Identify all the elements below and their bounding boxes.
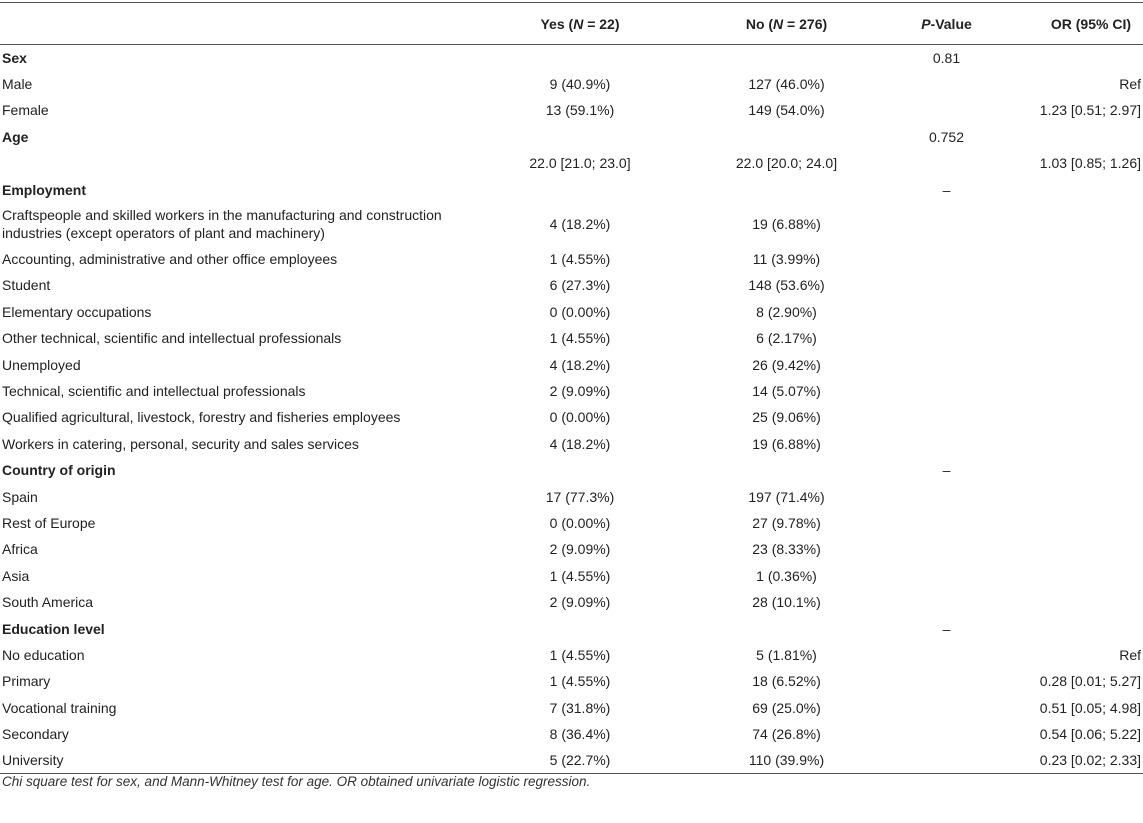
row-label: Accounting, administrative and other office employees [2,251,338,268]
cell-no: 22.0 [20.0; 24.0] [735,155,838,172]
cell-no: 1 (0.36%) [756,567,817,584]
table-row [0,642,1143,668]
cell-p-value [883,589,1010,615]
table-row [0,404,1143,430]
cell-p-value [883,721,1010,747]
cell-no: 69 (25.0%) [752,699,821,716]
cell-or: Ref [1119,646,1141,663]
cell-yes: 13 (59.1%) [545,102,615,119]
cell-no: 19 (6.88%) [752,435,821,452]
header-no-n: N [773,15,784,32]
row-label [0,150,470,176]
cell-or [1010,246,1143,272]
header-p-value [883,3,1010,45]
cell-yes: 5 (22.7%) [470,747,690,773]
data-table [0,2,1143,774]
cell-no: 197 (71.4%) [748,488,825,505]
cell-yes: 2 (9.09%) [549,382,611,399]
table-row [0,246,1143,272]
cell-yes: 8 (36.4%) [549,726,611,743]
cell-p-value [883,246,1010,272]
cell-or: Ref [1119,76,1141,93]
cell-or [1010,536,1143,562]
cell-no: 18 (6.52%) [752,673,821,690]
cell-p-value [883,325,1010,351]
cell-or [1010,457,1143,483]
cell-yes: 4 (18.2%) [549,216,611,233]
cell-p-value [883,668,1010,694]
table-footnote: Chi square test for sex, and Mann-Whitney test for age. OR obtained univariate logistic regression. [2,774,591,789]
cell-yes: 7 (31.8%) [549,699,611,716]
cell-p-value [883,71,1010,97]
cell-yes: 2 (9.09%) [549,541,611,558]
cell-or [1010,589,1143,615]
cell-or [1010,483,1143,509]
cell-yes: 17 (77.3%) [545,488,615,505]
cell-no: 25 (9.06%) [752,409,821,426]
table-row [0,483,1143,509]
row-label: Secondary [2,726,69,743]
cell-p-value [883,378,1010,404]
cell-p-value [883,351,1010,377]
header-no [690,3,883,45]
cell-or [1010,510,1143,536]
row-label: Craftspeople and skilled workers in the manufacturing and construction industries (except operators of plant and machinery) [2,207,442,242]
row-label: No education [2,646,85,663]
cell-or [1010,272,1143,298]
cell-p-value [883,510,1010,536]
row-label: Country of origin [2,462,116,479]
category-row [0,615,1143,641]
cell-no: 14 (5.07%) [752,382,821,399]
cell-p-value: – [942,181,951,198]
cell-yes [470,176,690,202]
cell-or [1010,378,1143,404]
cell-p-value [883,747,1010,773]
category-row [0,176,1143,202]
row-label: Elementary occupations [2,303,152,320]
cell-no: 127 (46.0%) [748,76,825,93]
cell-p-value [883,536,1010,562]
row-label: Education level [2,620,105,637]
row-label: Spain [2,488,38,505]
cell-p-value [883,299,1010,325]
header-variable [0,3,470,45]
cell-or [1010,404,1143,430]
category-row [0,124,1143,150]
cell-or [1010,351,1143,377]
cell-no: 8 (2.90%) [756,303,817,320]
header-no-suffix: = 276) [783,15,828,32]
cell-or [1010,124,1143,150]
cell-or [1010,325,1143,351]
table-row [0,325,1143,351]
header-yes-prefix: Yes ( [540,15,574,32]
cell-p-value [883,272,1010,298]
row-label: Workers in catering, personal, security and sales services [2,435,359,452]
cell-yes: 2 (9.09%) [549,594,611,611]
cell-or [1010,176,1143,202]
header-yes-n: N [573,15,584,32]
row-label: Qualified agricultural, livestock, forestry and fisheries employees [2,409,401,426]
cell-no: 19 (6.88%) [752,216,821,233]
cell-no: 148 (53.6%) [748,277,825,294]
cell-p-value: 0.81 [932,49,961,66]
table-header [0,3,1143,45]
cell-p-value: 0.752 [928,128,965,145]
cell-or: 1.03 [0.85; 1.26] [1039,155,1141,172]
header-yes-suffix: = 22) [583,15,620,32]
cell-p-value: – [942,620,951,637]
cell-p-value [883,203,1010,246]
cell-yes: 1 (4.55%) [549,567,611,584]
cell-yes: 4 (18.2%) [549,435,611,452]
table-row [0,510,1143,536]
cell-p-value [883,431,1010,457]
header-or: OR (95% CI) [1010,3,1143,45]
table-row [0,536,1143,562]
cell-or [1010,299,1143,325]
cell-no: 6 (2.17%) [756,330,817,347]
cell-yes: 1 (4.55%) [549,251,611,268]
cell-yes: 1 (4.55%) [549,330,611,347]
cell-no [690,124,883,150]
cell-yes: 1 (4.55%) [549,646,611,663]
cell-yes: 6 (27.3%) [549,277,611,294]
cell-p-value [883,404,1010,430]
cell-yes: 4 (18.2%) [549,356,611,373]
cell-no: 110 (39.9%) [690,747,883,773]
cell-no: 26 (9.42%) [752,356,821,373]
table-row [0,150,1143,176]
cell-no: 23 (8.33%) [752,541,821,558]
table-row [0,272,1143,298]
row-label: Primary [2,673,51,690]
table-row [0,71,1143,97]
row-label: Age [2,128,29,145]
cell-or: 0.51 [0.05; 4.98] [1039,699,1141,716]
cell-yes [470,45,690,71]
cell-no [690,615,883,641]
header-p-letter: P [921,15,931,32]
cell-p-value [883,694,1010,720]
cell-or [1010,431,1143,457]
cell-or: 0.28 [0.01; 5.27] [1039,673,1141,690]
cell-yes: 22.0 [21.0; 23.0] [529,155,631,172]
row-label: Student [2,277,51,294]
cell-yes [470,457,690,483]
row-label: Technical, scientific and intellectual professionals [2,382,306,399]
table-row [0,299,1143,325]
cell-yes: 0 (0.00%) [549,514,611,531]
cell-no: 11 (3.99%) [752,251,821,268]
cell-yes: 9 (40.9%) [549,76,611,93]
cell-or: 0.54 [0.06; 5.22] [1039,726,1141,743]
table-row [0,97,1143,123]
table-row [0,747,1143,773]
cell-or [1010,563,1143,589]
cell-yes: 0 (0.00%) [549,303,611,320]
cell-no [690,176,883,202]
cell-no: 149 (54.0%) [748,102,825,119]
cell-yes: 1 (4.55%) [549,673,611,690]
category-row [0,457,1143,483]
table-row [0,351,1143,377]
row-label: Asia [2,567,30,584]
cell-no [690,457,883,483]
row-label: Female [2,102,49,119]
row-label: Sex [2,49,27,66]
header-no-prefix: No ( [745,15,774,32]
cell-yes [470,615,690,641]
cell-p-value [883,483,1010,509]
table-row [0,563,1143,589]
cell-or [1010,45,1143,71]
cell-yes [470,124,690,150]
row-label: South America [2,594,94,611]
cell-no: 5 (1.81%) [756,646,817,663]
row-label: Vocational training [2,699,117,716]
header-p-suffix: -Value [930,15,972,32]
cell-p-value [883,642,1010,668]
cell-or: 1.23 [0.51; 2.97] [1039,102,1141,119]
header-yes [470,3,690,45]
table-row [0,668,1143,694]
cell-no: 27 (9.78%) [752,514,821,531]
row-label: Employment [2,181,87,198]
header-row [0,3,1143,45]
category-row [0,45,1143,71]
row-label: Africa [2,541,38,558]
table-row [0,203,1143,246]
cell-p-value [883,563,1010,589]
cell-p-value: – [942,462,951,479]
table-row [0,694,1143,720]
cell-or: 0.23 [0.02; 2.33] [1010,747,1143,773]
table-row [0,378,1143,404]
cell-no: 74 (26.8%) [752,726,821,743]
cell-or [1010,203,1143,246]
row-label: University [0,747,470,773]
table-row [0,431,1143,457]
row-label: Rest of Europe [2,514,96,531]
row-label: Unemployed [2,356,81,373]
table-body [0,45,1143,774]
cell-or [1010,615,1143,641]
row-label: Other technical, scientific and intellectual professionals [2,330,342,347]
cell-yes: 0 (0.00%) [549,409,611,426]
row-label: Male [2,76,33,93]
table-row [0,721,1143,747]
cell-no [690,45,883,71]
table-row [0,589,1143,615]
cell-no: 28 (10.1%) [752,594,821,611]
cell-p-value [883,97,1010,123]
cell-p-value [883,150,1010,176]
